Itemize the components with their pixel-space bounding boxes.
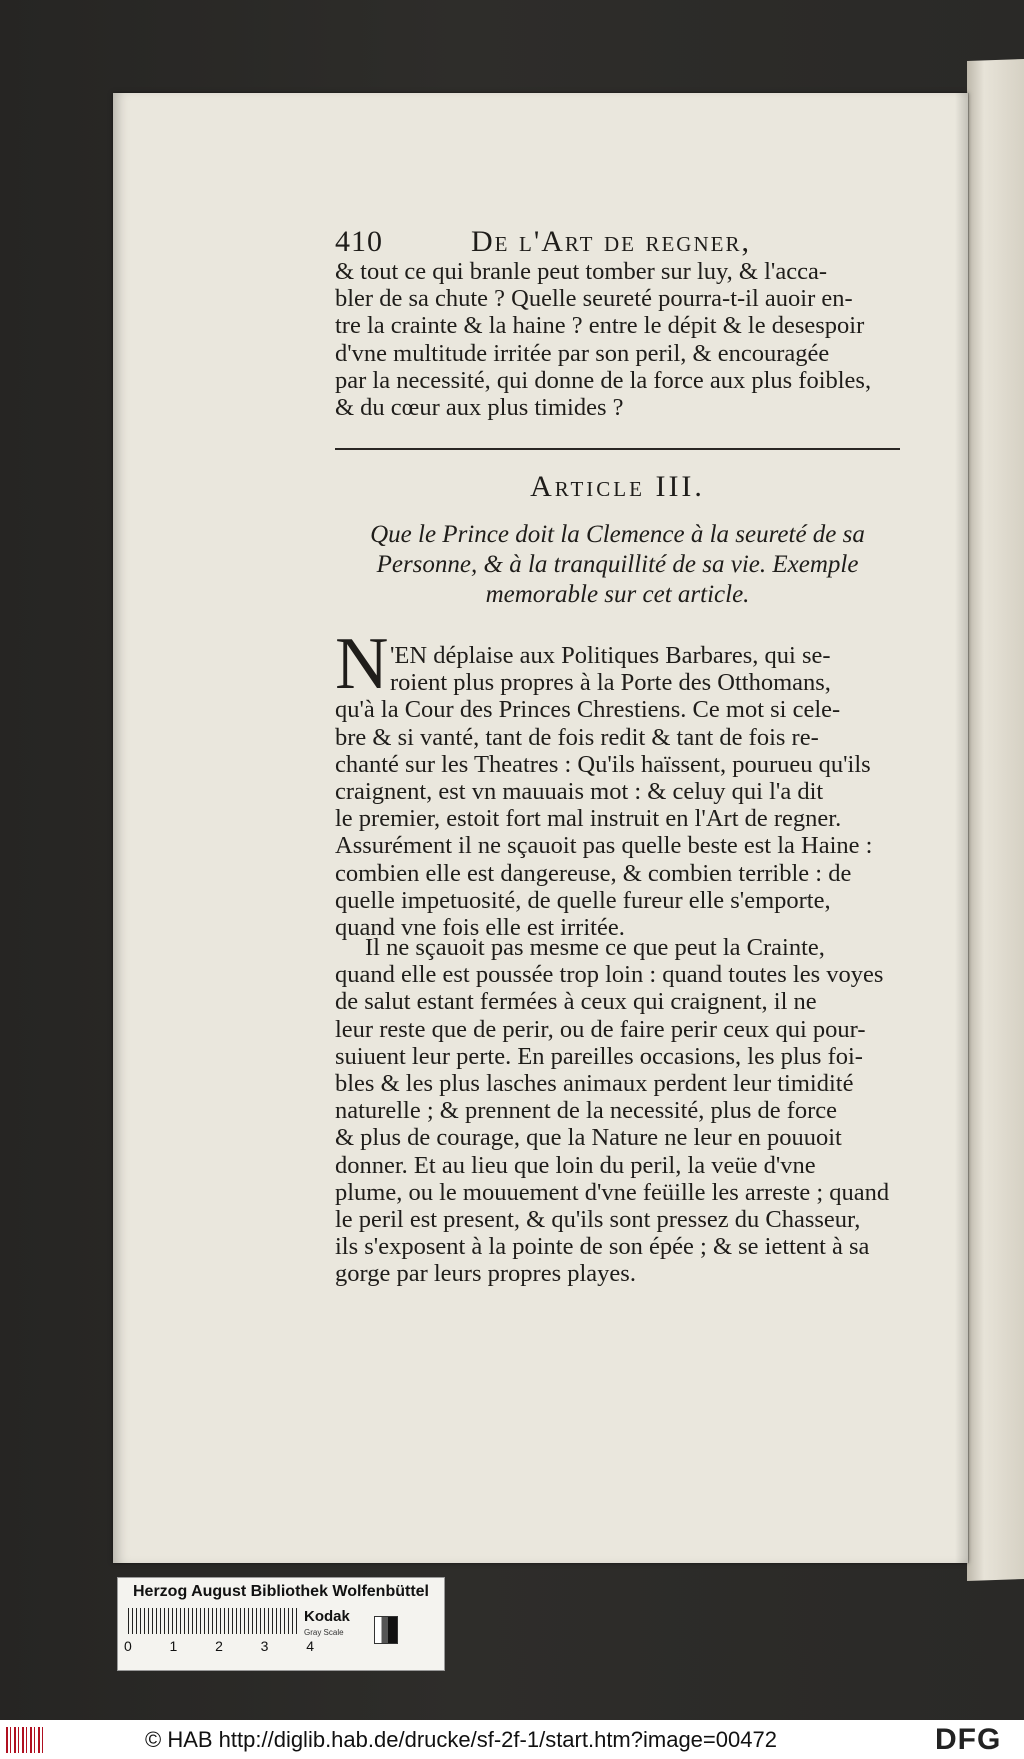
paragraph-article-body xyxy=(335,642,900,941)
ruler-number: 0 xyxy=(124,1638,132,1654)
text-line: chanté sur les Theatres : Qu'ils haïssent, pourueu qu'ils xyxy=(335,750,871,778)
text-line: donner. Et au lieu que loin du peril, la veüe d'vne xyxy=(335,1151,816,1179)
library-color-card xyxy=(117,1577,445,1671)
paragraph-continued xyxy=(335,258,900,421)
subtitle-line: Personne, & à la tranquillité de sa vie. Exemple xyxy=(376,551,859,578)
text-line: 'EN déplaise aux Politiques Barbares, qui se- xyxy=(390,642,831,669)
text-line: le peril est present, & qu'ils sont pressez du Chasseur, xyxy=(335,1205,861,1233)
text-line: quelle impetuosité, de quelle fureur elle s'emporte, xyxy=(335,886,831,914)
drop-cap: N xyxy=(335,623,389,705)
text-line: roient plus propres à la Porte des Otthomans, xyxy=(390,669,831,697)
text-line: Il ne sçauoit pas mesme ce que peut la Crainte, xyxy=(365,934,825,961)
measurement-ruler xyxy=(128,1608,298,1634)
hab-barcode-icon xyxy=(6,1727,46,1753)
article-subtitle xyxy=(335,520,900,610)
text-line: qu'à la Cour des Princes Chrestiens. Ce mot si cele- xyxy=(335,696,841,724)
text-line: leur reste que de perir, ou de faire perir ceux qui pour- xyxy=(335,1015,866,1043)
text-line: quand elle est poussée trop loin : quand toutes les voyes xyxy=(335,961,884,989)
subtitle-line: memorable sur cet article. xyxy=(485,581,750,608)
kodak-label: Kodak xyxy=(304,1608,350,1625)
text-line: & tout ce qui branle peut tomber sur luy, & l'acca- xyxy=(335,258,827,285)
text-line: bre & si vanté, tant de fois redit & tant de fois re- xyxy=(335,723,819,751)
ruler-number: 1 xyxy=(169,1638,178,1654)
paragraph-crainte xyxy=(335,934,900,1287)
text-line: Assurément il ne sçauoit pas quelle beste est la Haine : xyxy=(335,832,873,860)
text-line: par la necessité, qui donne de la force aux plus foibles, xyxy=(335,366,872,394)
text-line: bles & les plus lasches animaux perdent leur timidité xyxy=(335,1069,854,1097)
ruler-numbers xyxy=(124,1638,314,1654)
section-divider xyxy=(335,448,900,450)
text-line: & plus de courage, que la Nature ne leur en pouuoit xyxy=(335,1124,842,1152)
text-line: combien elle est dangereuse, & combien terrible : de xyxy=(335,859,852,887)
text-line: de salut estant fermées à ceux qui craignent, il ne xyxy=(335,988,817,1016)
text-line: & du cœur aux plus timides ? xyxy=(335,393,624,421)
ruler-number: 4 xyxy=(306,1638,314,1654)
dfg-logo: DFG xyxy=(935,1723,1002,1756)
text-line: gorge par leurs propres playes. xyxy=(335,1260,636,1288)
subtitle-line: Que le Prince doit la Clemence à la seureté de sa xyxy=(370,521,865,548)
page-number: 410 xyxy=(335,225,383,258)
text-line: plume, ou le mouuement d'vne feüille les arreste ; quand xyxy=(335,1178,890,1206)
text-line: quand vne fois elle est irritée. xyxy=(335,913,625,941)
footer-credit-link[interactable]: © HAB http://diglib.hab.de/drucke/sf-2f-1/start.htm?image=00472 xyxy=(145,1727,777,1752)
grayscale-label: Gray Scale xyxy=(304,1628,344,1637)
text-line: naturelle ; & prennent de la necessité, plus de force xyxy=(335,1097,838,1125)
footer-bar xyxy=(0,1720,1024,1759)
library-name: Herzog August Bibliothek Wolfenbüttel xyxy=(133,1583,429,1600)
page-gutter-shadow xyxy=(955,93,969,1563)
ruler-number: 2 xyxy=(215,1638,223,1654)
text-line: tre la crainte & la haine ? entre le dépit & le desespoir xyxy=(335,312,865,340)
next-page-edge xyxy=(967,59,1024,1581)
text-line: ils s'exposent à la pointe de son épée ; & se iettent à sa xyxy=(335,1233,870,1261)
text-line: bler de sa chute ? Quelle seureté pourra-t-il auoir en- xyxy=(335,285,853,313)
running-title: De l'Art de regner, xyxy=(471,225,751,258)
text-line: suiuent leur perte. En pareilles occasions, les plus foi- xyxy=(335,1042,863,1070)
ruler-number: 3 xyxy=(260,1638,269,1654)
text-line: d'vne multitude irritée par son peril, & encouragée xyxy=(335,339,830,367)
gray-swatch-icon xyxy=(374,1616,398,1644)
text-line: craignent, est vn mauuais mot : & celuy qui l'a dit xyxy=(335,777,824,805)
text-line: le premier, estoit fort mal instruit en l'Art de regner. xyxy=(335,805,842,833)
article-heading: Article III. xyxy=(530,470,705,503)
